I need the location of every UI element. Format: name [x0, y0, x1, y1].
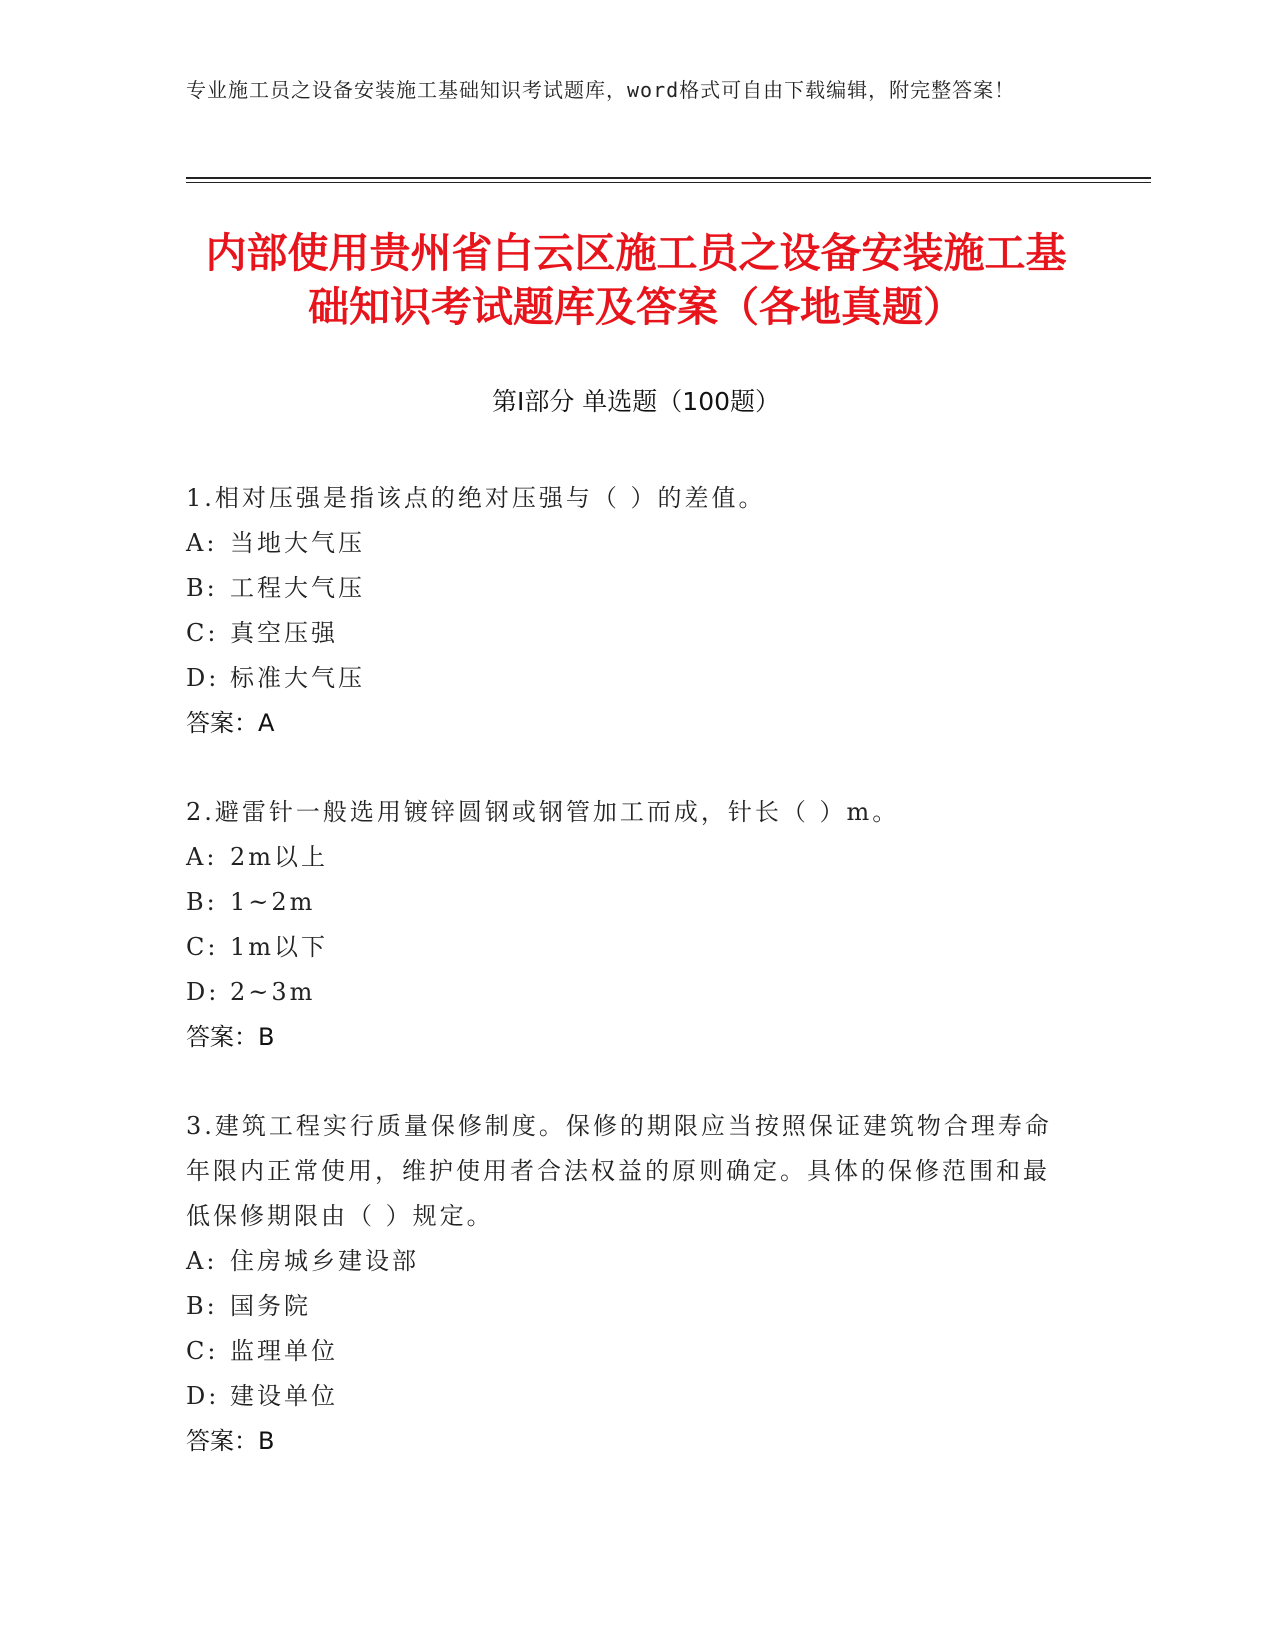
option-b [186, 1284, 1066, 1329]
answer-line [186, 1015, 1066, 1060]
option-text: 建设单位 [230, 1382, 338, 1410]
option-d [186, 970, 1066, 1015]
option-text: 标准大气压 [230, 664, 365, 692]
option-text: 1m以下 [230, 933, 329, 961]
option-b [186, 880, 1066, 925]
option-text: 工程大气压 [230, 574, 365, 602]
option-c [186, 1329, 1066, 1374]
option-d [186, 656, 1066, 701]
option-letter: B: [186, 1292, 218, 1320]
option-text: 国务院 [230, 1292, 311, 1320]
option-text: 1~2m [230, 888, 316, 916]
question-list [186, 476, 1066, 1508]
option-letter: D: [186, 664, 220, 692]
question-item [186, 476, 1066, 746]
option-letter: D: [186, 978, 220, 1006]
option-letter: A: [186, 1247, 218, 1275]
option-text: 2m以上 [230, 843, 329, 871]
answer-label: 答案： [186, 1023, 258, 1051]
answer-value: B [258, 1427, 275, 1455]
header-divider-thin [186, 182, 1151, 183]
header-divider-thick [186, 177, 1151, 179]
answer-line [186, 1419, 1066, 1464]
answer-value: B [258, 1023, 275, 1051]
question-item [186, 1104, 1066, 1464]
option-text: 真空压强 [230, 619, 338, 647]
answer-value: A [258, 709, 275, 737]
answer-label: 答案： [186, 1427, 258, 1455]
answer-line [186, 701, 1066, 746]
option-text: 住房城乡建设部 [230, 1247, 419, 1275]
option-letter: D: [186, 1382, 220, 1410]
option-text: 当地大气压 [230, 529, 365, 557]
option-b [186, 566, 1066, 611]
option-d [186, 1374, 1066, 1419]
option-a [186, 835, 1066, 880]
option-letter: A: [186, 843, 218, 871]
option-letter: B: [186, 574, 218, 602]
question-item [186, 790, 1066, 1060]
option-a [186, 521, 1066, 566]
option-letter: C: [186, 619, 219, 647]
question-stem: 3.建筑工程实行质量保修制度。保修的期限应当按照保证建筑物合理寿命年限内正常使用，维护使用者合法权益的原则确定。具体的保修范围和最低保修期限由（ ）规定。 [186, 1112, 1052, 1230]
option-letter: B: [186, 888, 218, 916]
page-header-note: 专业施工员之设备安装施工基础知识考试题库，word格式可自由下载编辑，附完整答案！ [186, 78, 1016, 102]
option-letter: C: [186, 1337, 219, 1365]
answer-label: 答案： [186, 709, 258, 737]
option-a [186, 1239, 1066, 1284]
option-letter: C: [186, 933, 219, 961]
option-c [186, 925, 1066, 970]
option-text: 2~3m [230, 978, 316, 1006]
option-letter: A: [186, 529, 218, 557]
document-title: 内部使用贵州省白云区施工员之设备安装施工基础知识考试题库及答案（各地真题） [205, 229, 1067, 331]
question-stem: 1.相对压强是指该点的绝对压强与（ ）的差值。 [186, 484, 766, 512]
question-stem: 2.避雷针一般选用镀锌圆钢或钢管加工而成，针长（ ）m。 [186, 798, 900, 826]
option-c [186, 611, 1066, 656]
option-text: 监理单位 [230, 1337, 338, 1365]
section-title: 第I部分 单选题（100题） [491, 387, 781, 416]
